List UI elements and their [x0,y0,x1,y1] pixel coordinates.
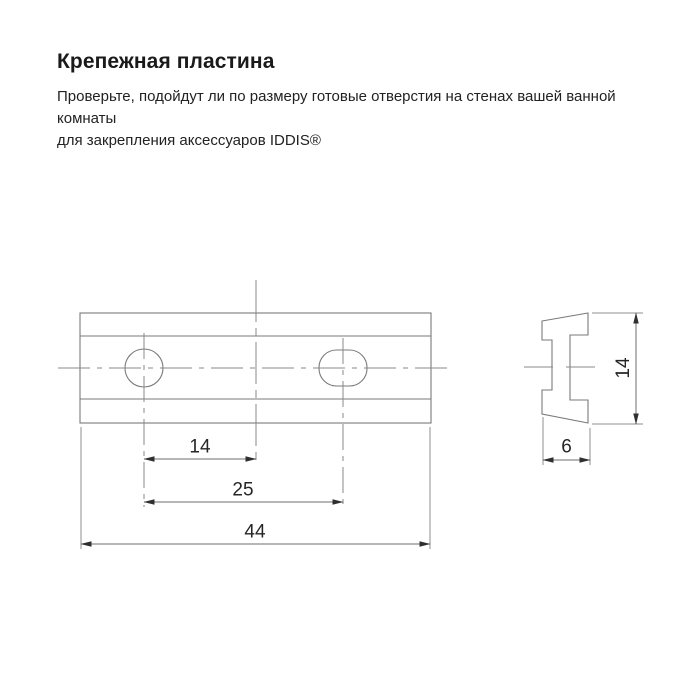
front-view [58,280,452,549]
dimension-value-14-side: 14 [613,357,634,379]
dimension-value-14-front: 14 [189,436,211,458]
side-view [524,313,643,465]
page-title: Крепежная пластина [57,50,275,73]
dimension-value-6: 6 [561,436,572,458]
dimension-25 [144,480,343,503]
description-line-2: для закрепления аксессуаров IDDIS® [57,132,321,149]
dimension-value-25: 25 [232,479,254,501]
dimension-value-44: 44 [244,521,266,543]
dimension-14-side [592,313,643,424]
dimension-6 [543,417,590,465]
description-line-1: Проверьте, подойдут ли по размеру готовые отверстия на стенах вашей ванной комнаты [57,88,616,127]
dimension-14-front [144,437,256,460]
dimension-44 [81,522,430,545]
side-profile-outline [542,313,588,423]
